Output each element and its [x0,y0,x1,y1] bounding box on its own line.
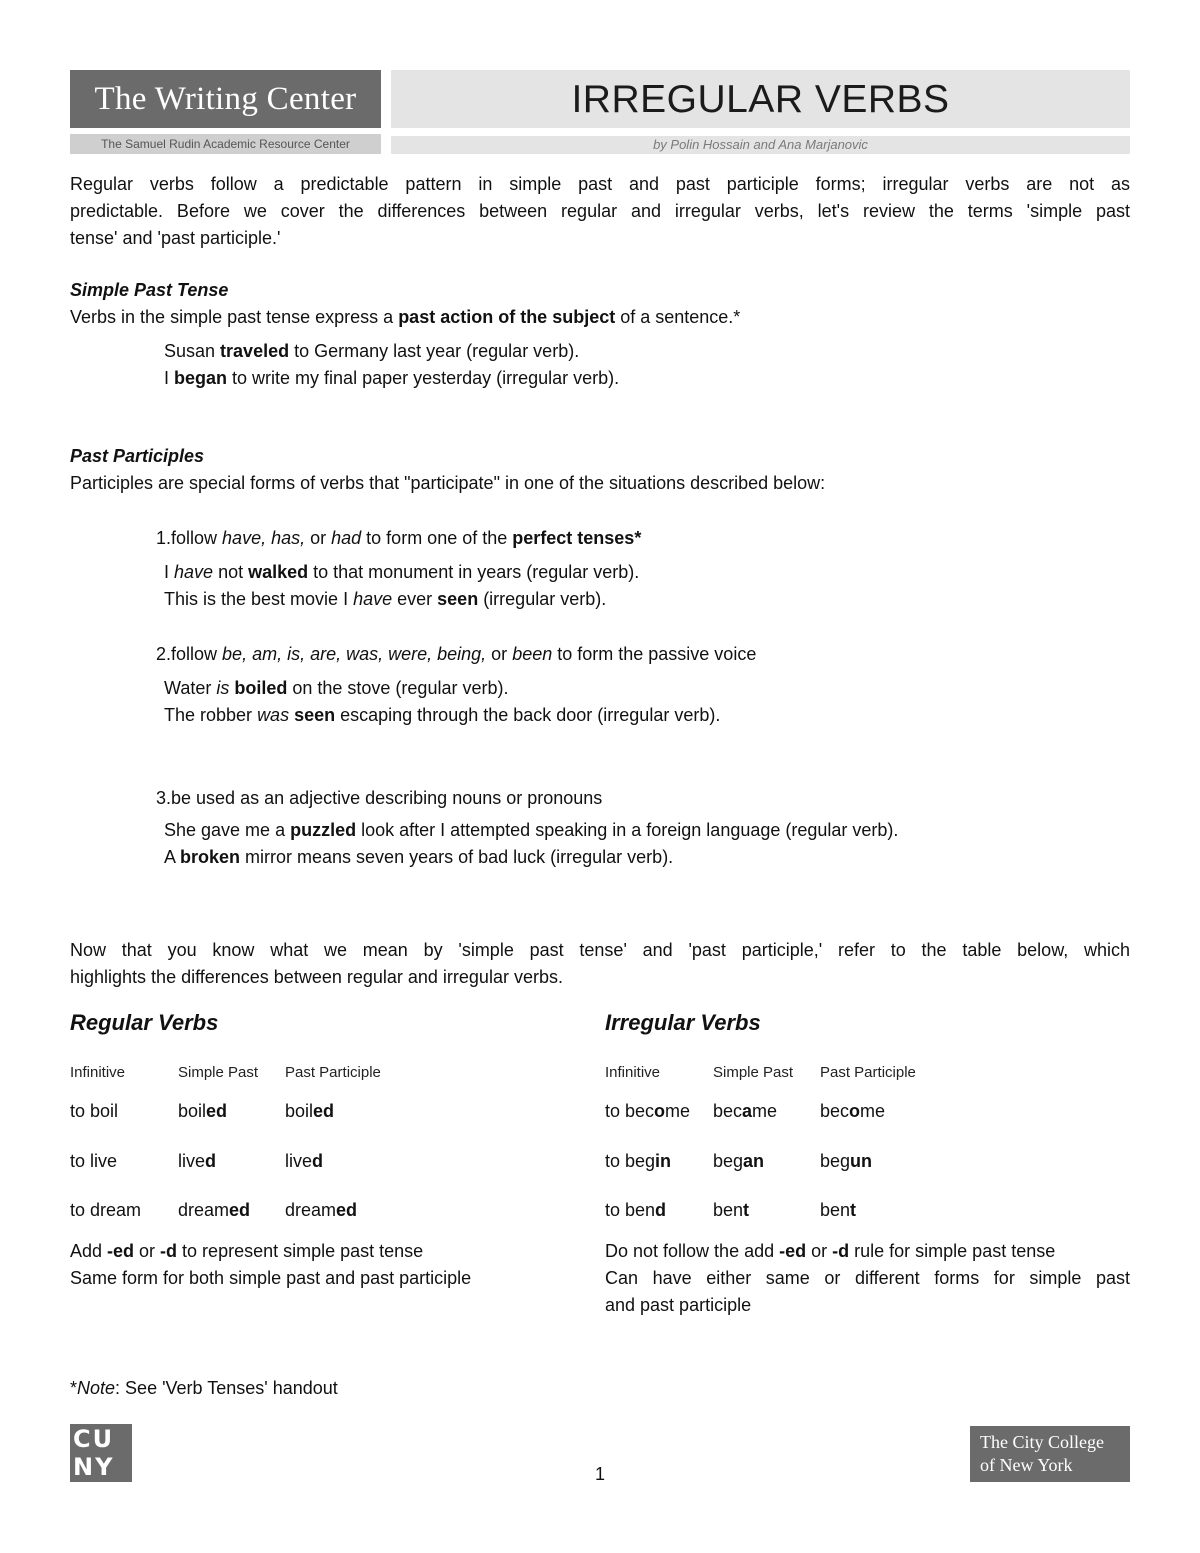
text-run: me [860,1101,886,1121]
simple-past-desc [70,304,740,331]
text-run: bec [713,1101,743,1121]
bold-run: d [655,1200,667,1220]
participle-item-2-examples [164,675,720,729]
irregular-verbs-heading: Irregular Verbs [605,1010,761,1035]
participles-heading: Past Participles [70,446,205,466]
irregular-col-simple-past: Simple Past [713,1064,794,1081]
regular-note-2: Same form for both simple past and past participle [70,1268,472,1288]
regular-verbs-heading: Regular Verbs [70,1010,219,1035]
text-run: be used as an adjective describing nouns or pronouns [171,788,603,808]
text-run: to form the passive voice [552,644,757,664]
bold-run: boiled [234,678,288,698]
regular-row-1-participle [285,1101,334,1122]
simple-past-examples [164,338,619,392]
example-line [164,702,720,729]
ccny-logo [970,1426,1130,1482]
bold-run: -d [160,1241,178,1261]
text-run: beg [820,1151,851,1171]
participles-desc: Participles are special forms of verbs that "participate" in one of the situations described below: [70,473,826,493]
ccny-logo-line-2: of New York [980,1455,1073,1475]
text-run: * [70,1378,78,1398]
footnote [70,1375,338,1402]
author-line: by Polin Hossain and Ana Marjanovic [391,136,1130,154]
participle-item-1 [156,525,641,552]
regular-col-infinitive: Infinitive [70,1064,126,1081]
regular-col-simple-past: Simple Past [178,1064,259,1081]
text-run: not [213,562,249,582]
writing-center-logo: The Writing Center [70,70,381,128]
intro-line-3: tense' and 'past participle.' [70,228,281,248]
text-run: Add [70,1241,108,1261]
text-run: of a sentence.* [615,307,741,327]
italic-run: was [257,705,290,725]
text-run: I [164,562,175,582]
text-run: on the stove (regular verb). [287,678,509,698]
stem: dream [285,1200,337,1220]
regular-col-past-participle: Past Participle [285,1064,381,1081]
list-number: 2. [156,644,172,664]
bold-run: seen [294,705,336,725]
intro-paragraph [70,171,1130,252]
bold-run: o [849,1101,861,1121]
text-run: escaping through the back door (irregular verb). [335,705,721,725]
ending: ed [229,1200,251,1220]
irregular-row-3-infinitive [605,1200,666,1221]
participle-item-1-examples [164,559,639,613]
participle-item-3 [156,785,602,812]
italic-run: been [512,644,553,664]
bold-run: broken [180,847,241,867]
regular-row-1-infinitive: to boil [70,1101,119,1121]
text-run: Water [164,678,217,698]
irregular-note-1 [605,1238,1130,1265]
bold-run: o [654,1101,666,1121]
text-run: or [134,1241,161,1261]
page-title: IRREGULAR VERBS [391,70,1130,128]
text-run: I [164,368,175,388]
italic-run: had [331,528,362,548]
bold-run: traveled [220,341,290,361]
bold-run: -d [832,1241,850,1261]
regular-row-3-participle [285,1200,357,1221]
text-run: rule for simple past tense [849,1241,1056,1261]
italic-run: have [353,589,393,609]
ending: ed [336,1200,358,1220]
example-line [164,586,639,613]
simple-past-heading: Simple Past Tense [70,280,229,300]
example-line [164,365,619,392]
text-run: to write my final paper yesterday (irregular verb). [227,368,620,388]
regular-row-3-infinitive: to dream [70,1200,142,1220]
cuny-logo-top: CU [73,1425,115,1453]
text-run: The robber [164,705,258,725]
bold-run: t [743,1200,750,1220]
bold-run: -ed [107,1241,135,1261]
example-line [164,817,898,844]
bold-run: began [174,368,228,388]
text-run: me [665,1101,691,1121]
participle-item-2 [156,641,756,668]
list-number: 3. [156,788,172,808]
intro-line-1: Regular verbs follow a predictable pattern in simple past and past participle forms; irregular verbs are not as [70,174,1130,194]
text-run: Do not follow the add [605,1241,780,1261]
text-run: or [806,1241,833,1261]
bold-run: seen [437,589,479,609]
regular-note-1 [70,1238,471,1265]
irregular-row-2-participle [820,1151,872,1172]
bold-run: in [655,1151,672,1171]
bold-run: -ed [779,1241,807,1261]
ending: d [205,1151,217,1171]
bold-run: un [850,1151,873,1171]
cuny-logo [70,1424,132,1482]
irregular-row-1-participle [820,1101,885,1122]
text-run: : See 'Verb Tenses' handout [115,1378,338,1398]
text-run: ben [820,1200,851,1220]
ending: d [312,1151,324,1171]
text-run: follow [171,528,223,548]
list-number: 1. [156,528,172,548]
participle-item-3-examples [164,817,898,871]
text-run: or [486,644,513,664]
regular-row-2-past [178,1151,216,1172]
text-run: to that monument in years (regular verb). [308,562,640,582]
bold-run: an [743,1151,765,1171]
irregular-row-3-participle [820,1200,856,1221]
stem: boil [285,1101,314,1121]
text-run: Verbs in the simple past tense express a [70,307,399,327]
regular-notes [70,1238,471,1292]
intro-line-2: predictable. Before we cover the differences between regular and irregular verbs, let's review the terms 'simple past [70,201,1130,221]
irregular-row-2-infinitive [605,1151,671,1172]
italic-run: is [216,678,230,698]
text-run: to ben [605,1200,656,1220]
irregular-row-3-past [713,1200,749,1221]
ending: ed [313,1101,335,1121]
text-run: to represent simple past tense [177,1241,424,1261]
example-line [164,559,639,586]
regular-row-3-past [178,1200,250,1221]
irregular-row-1-infinitive [605,1101,690,1122]
text-run: mirror means seven years of bad luck (irregular verb). [240,847,674,867]
text-run: This is the best movie I [164,589,354,609]
regular-row-1-past [178,1101,227,1122]
stem: live [285,1151,313,1171]
text-run: look after I attempted speaking in a foreign language (regular verb). [356,820,899,840]
text-run: She gave me a [164,820,291,840]
italic-run: Note [77,1378,116,1398]
stem: boil [178,1101,207,1121]
example-line [164,338,619,365]
bold-run: perfect tenses* [512,528,642,548]
text-run: A [164,847,181,867]
transition-line-2: highlights the differences between regular and irregular verbs. [70,967,563,987]
simple-past-section [70,277,740,331]
stem: dream [178,1200,230,1220]
bold-run: puzzled [290,820,357,840]
text-run: beg [713,1151,744,1171]
text-run: to Germany last year (regular verb). [289,341,580,361]
irregular-row-2-past [713,1151,764,1172]
bold-run: a [742,1101,753,1121]
irregular-row-1-past [713,1101,777,1122]
text-run: (irregular verb). [478,589,607,609]
text-run: ben [713,1200,744,1220]
transition-paragraph [70,937,1130,991]
text-run: follow [171,644,223,664]
cuny-logo-bottom: NY [73,1453,115,1481]
irregular-col-past-participle: Past Participle [820,1064,916,1081]
text-run: Susan [164,341,221,361]
regular-row-2-infinitive: to live [70,1151,118,1171]
italic-run: have, has, [222,528,306,548]
page-number: 1 [594,1464,605,1484]
example-line [164,675,720,702]
ccny-logo-line-1: The City College [980,1432,1104,1452]
text-run: to form one of the [361,528,513,548]
irregular-note-2: Can have either same or different forms for simple past [605,1268,1130,1288]
transition-line-1: Now that you know what we mean by 'simple past tense' and 'past participle,' refer to the table below, which [70,940,1130,960]
irregular-notes [605,1238,1130,1319]
ending: ed [206,1101,228,1121]
italic-run: have [174,562,214,582]
text-run: to bec [605,1101,655,1121]
example-line [164,844,898,871]
text-run: bec [820,1101,850,1121]
bold-run: past action of the subject [398,307,616,327]
participles-section [70,443,825,497]
irregular-col-infinitive: Infinitive [605,1064,661,1081]
text-run: me [752,1101,778,1121]
bold-run: t [850,1200,857,1220]
irregular-note-2-cont: and past participle [605,1295,752,1315]
bold-run: walked [248,562,309,582]
text-run: or [305,528,332,548]
text-run: ever [392,589,438,609]
stem: live [178,1151,206,1171]
italic-run: be, am, is, are, was, were, being, [222,644,487,664]
regular-row-2-participle [285,1151,323,1172]
text-run: to beg [605,1151,656,1171]
logo-subtitle: The Samuel Rudin Academic Resource Center [70,134,381,154]
